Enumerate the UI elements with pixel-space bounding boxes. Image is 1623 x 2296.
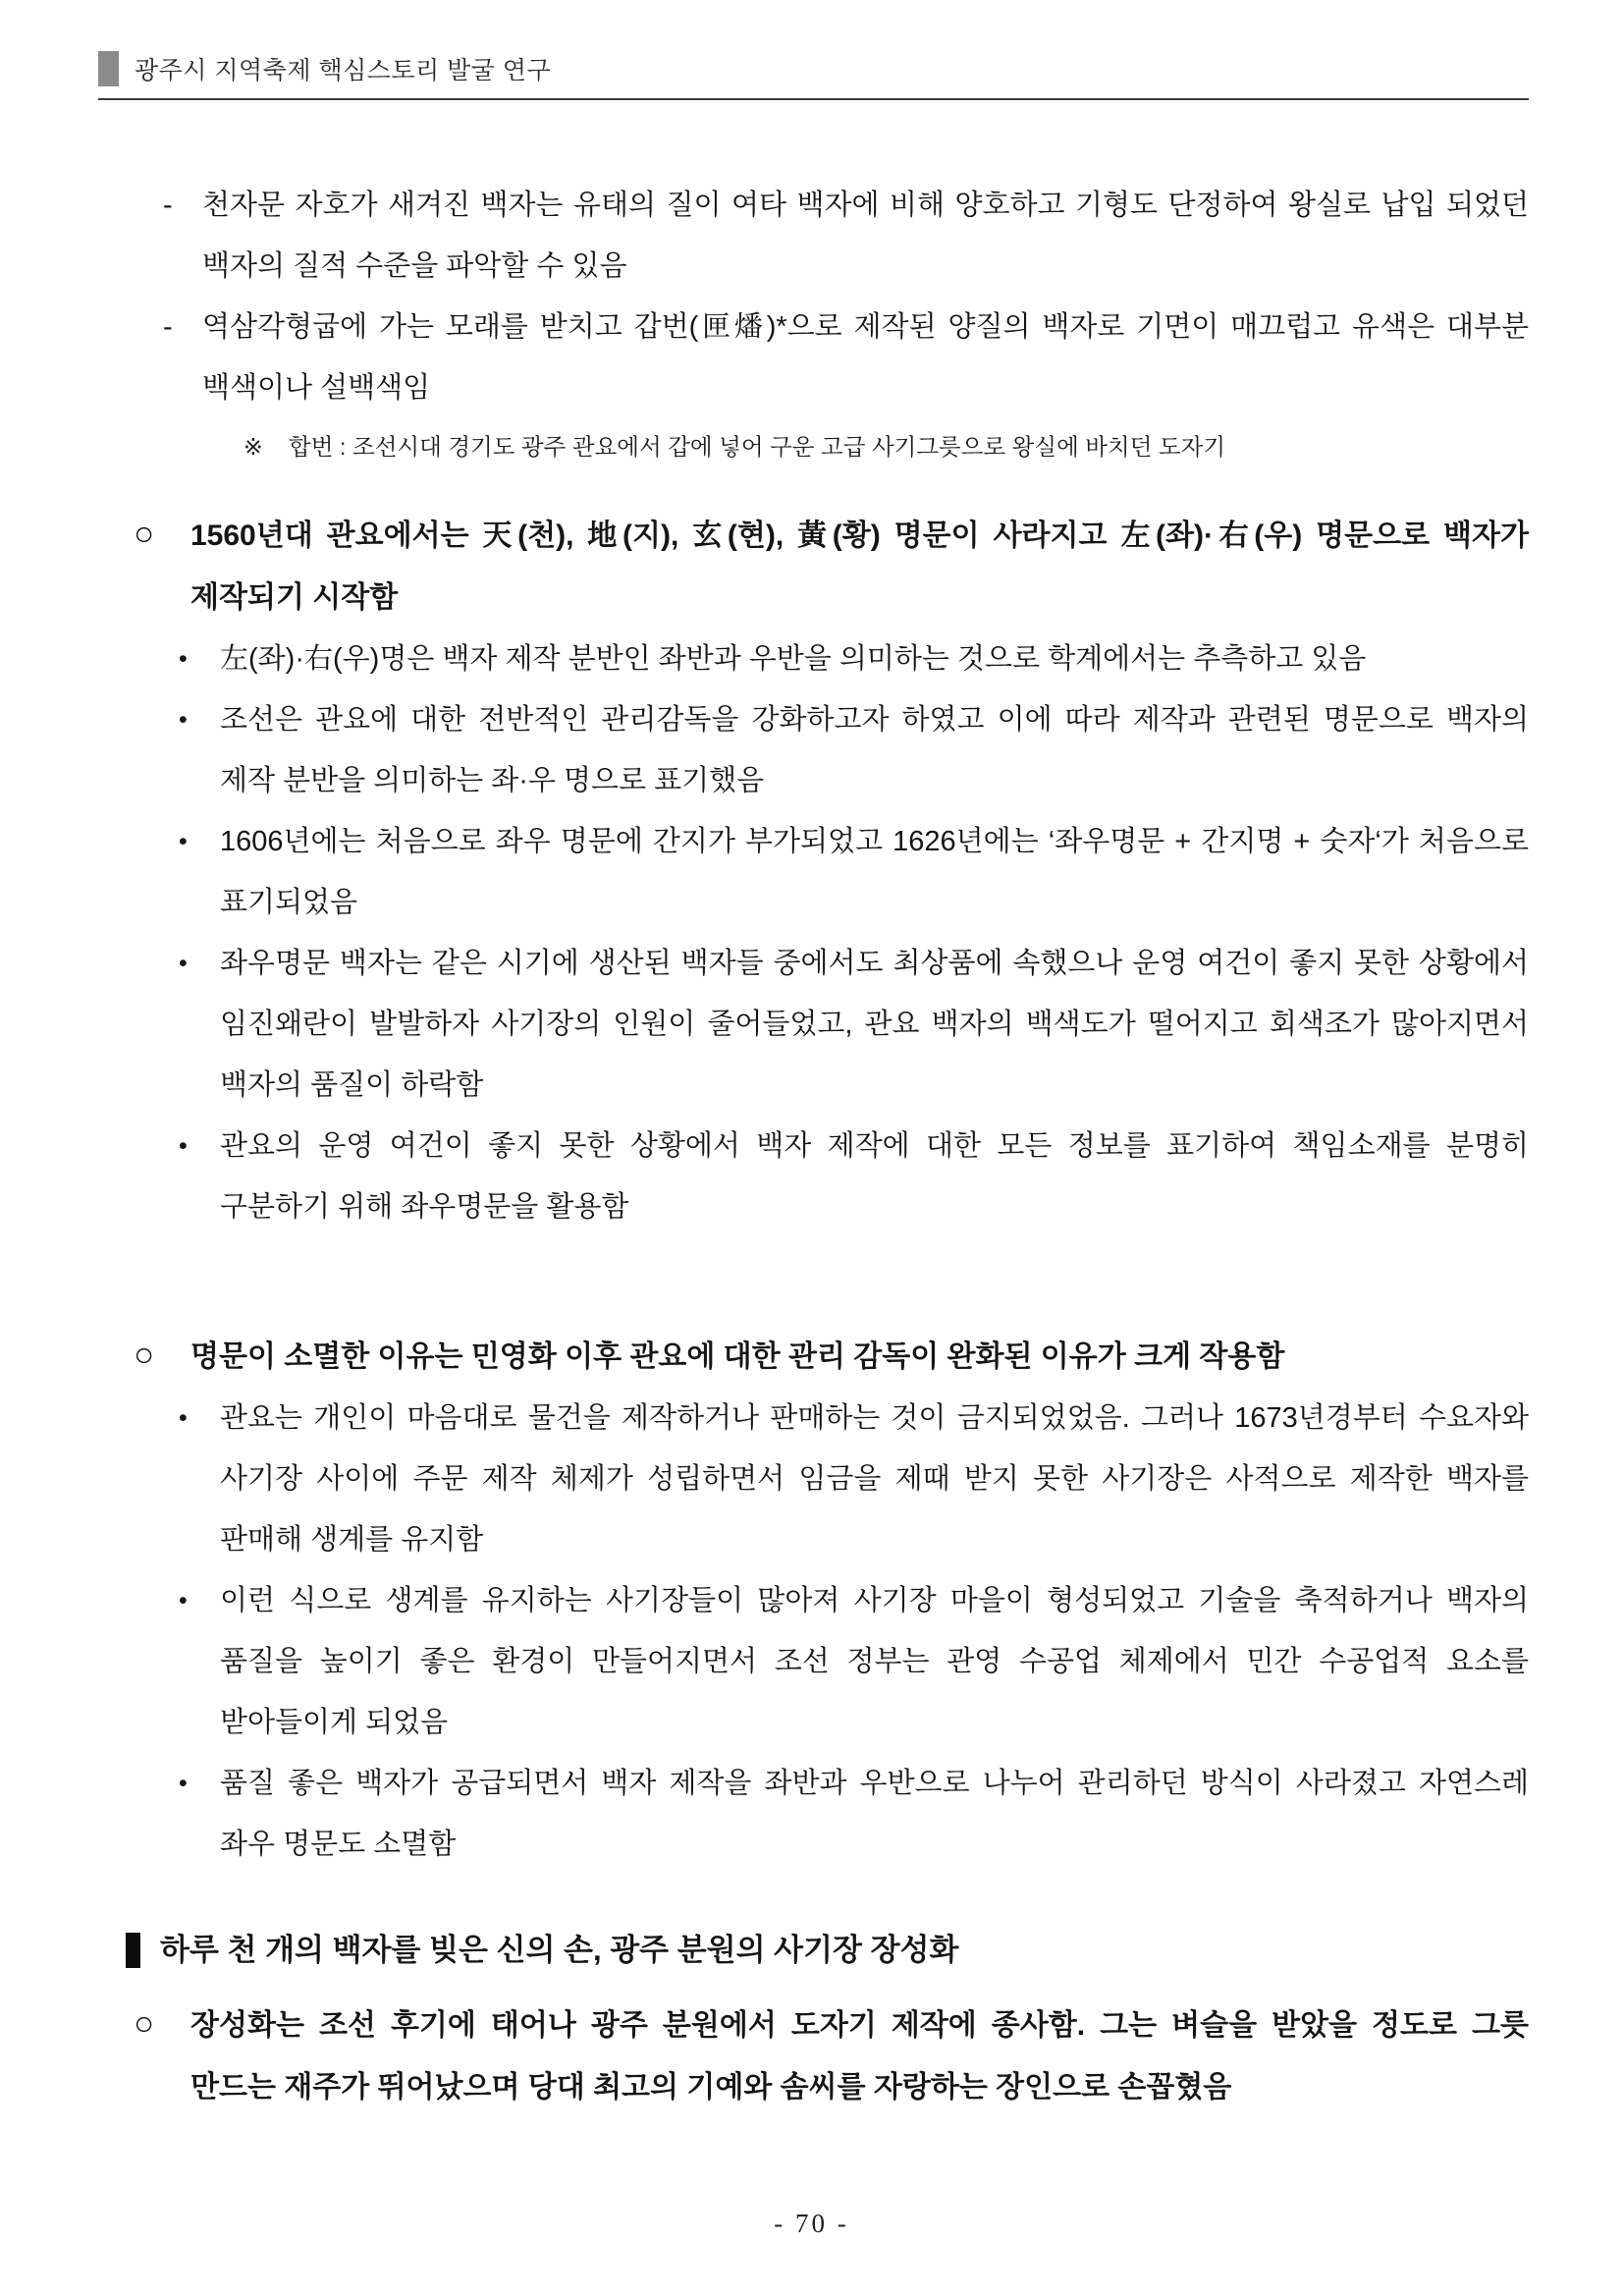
bullet-marker-icon: • [179,645,188,673]
bullet-item [179,1753,1529,1875]
section-heading [134,1995,1529,2118]
document-body [98,100,1529,2118]
section-heading-text: 명문이 소멸한 이유는 민영화 이후 관요에 대한 관리 감독이 완화된 이유가 크게 작용함 [190,1340,1285,1373]
page-number: - 70 - [774,2209,849,2238]
bullet-item [179,933,1529,1116]
bullet-item [179,1388,1529,1570]
dash-item [163,175,1529,297]
bullet-item-text: 관요의 운영 여건이 좋지 못한 상황에서 백자 제작에 대한 모든 정보를 표기하여 책임소재를 분명히 구분하기 위해 좌우명문을 활용함 [220,1130,1529,1223]
section-heading-text: 장성화는 조선 후기에 태어나 광주 분원에서 도자기 제작에 종사함. 그는 벼슬을 받았을 정도로 그릇 만드는 재주가 뛰어났으며 당대 최고의 기예와 솜씨를 자랑하는 장인으로 손꼽혔음 [190,2009,1529,2104]
bullet-item-text: 조선은 관요에 대한 전반적인 관리감독을 강화하고자 하였고 이에 따라 제작과 관련된 명문으로 백자의 제작 분반을 의미하는 좌·우 명으로 표기했음 [220,704,1529,796]
bullet-item-text: 1606년에는 처음으로 좌우 명문에 간지가 부가되었고 1626년에는 ‘좌우명문 + 간지명 + 숫자‘가 처음으로 표기되었음 [220,826,1529,918]
bullet-marker-icon: • [179,706,188,734]
dash-marker-icon: - [163,311,173,343]
heading-bar-icon [126,1933,140,1968]
bullet-item [179,1116,1529,1237]
section-heading [134,1326,1529,1388]
bullet-item-text: 좌우명문 백자는 같은 시기에 생산된 백자들 중에서도 최상품에 속했으나 운영 여건이 좋지 못한 상황에서 임진왜란이 발발하자 사기장의 인원이 줄어들었고, 관요 백자의 백색도가 떨어지고 회색조가 많아지면서 백자의 품질이 하락함 [220,948,1529,1101]
bullet-item-text: 左(좌)·右(우)명은 백자 제작 분반인 좌반과 우반을 의미하는 것으로 학계에서는 추측하고 있음 [220,643,1367,675]
bar-heading-text: 하루 천 개의 백자를 빚은 신의 손, 광주 분원의 사기장 장성화 [160,1933,959,1967]
dash-item [163,297,1529,418]
document-header [98,51,1529,100]
bullet-item-text: 품질 좋은 백자가 공급되면서 백자 제작을 좌반과 우반으로 나누어 관리하던 방식이 사라졌고 자연스레 좌우 명문도 소멸함 [220,1768,1529,1860]
circle-marker-icon: ○ [134,515,155,553]
circle-marker-icon: ○ [134,1336,155,1374]
bullet-item-text: 관요는 개인이 마음대로 물건을 제작하거나 판매하는 것이 금지되었었음. 그러나 1673년경부터 수요자와 사기장 사이에 주문 제작 체제가 성립하면서 임금을 제때 받지 못한 사기장은 사적으로 제작한 백자를 판매해 생계를 유지함 [220,1402,1529,1556]
circle-marker-icon: ○ [134,2004,155,2043]
bar-heading [126,1920,1529,1981]
footnote-text: 합번 : 조선시대 경기도 광주 관요에서 갑에 넣어 구운 고급 사기그릇으로 왕실에 바치던 도자기 [289,434,1226,460]
bullet-marker-icon: • [179,950,188,977]
section-jangseonghwa [98,1995,1529,2118]
section-heading [134,505,1529,629]
section-heading-text: 1560년대 관요에서는 天(천), 地(지), 玄(현), 黃(황) 명문이 사라지고 左(좌)·右(우) 명문으로 백자가 제작되기 시작함 [190,519,1529,614]
bullet-item [179,811,1529,933]
bullet-item [179,1570,1529,1753]
header-block-icon [98,51,119,86]
dash-item-text: 역삼각형굽에 가는 모래를 받치고 갑번(匣燔)*으로 제작된 양질의 백자로 기면이 매끄럽고 유색은 대부분 백색이나 설백색임 [202,311,1529,404]
bullet-marker-icon: • [179,1587,188,1614]
bullet-marker-icon: • [179,828,188,855]
bullet-marker-icon: • [179,1404,188,1432]
section-inscription-disappearance [98,1326,1529,1875]
bullet-item [179,629,1529,689]
bullet-marker-icon: • [179,1770,188,1797]
dash-marker-icon: - [163,190,173,221]
section-1560s-inscriptions [98,505,1529,1237]
bullet-item-text: 이런 식으로 생계를 유지하는 사기장들이 많아져 사기장 마을이 형성되었고 기술을 축적하거나 백자의 품질을 높이기 좋은 환경이 만들어지면서 조선 정부는 관영 수공업 체제에서 민간 수공업적 요소를 받아들이게 되었음 [220,1585,1529,1738]
reference-mark-icon: ※ [243,434,263,460]
dash-item-text: 천자문 자호가 새겨진 백자는 유태의 질이 여타 백자에 비해 양호하고 기형도 단정하여 왕실로 납입 되었던 백자의 질적 수준을 파악할 수 있음 [202,190,1529,282]
bullet-marker-icon: • [179,1132,188,1160]
bullet-item [179,689,1529,811]
document-title: 광주시 지역축제 핵심스토리 발굴 연구 [135,57,552,84]
footnote [243,422,1529,471]
